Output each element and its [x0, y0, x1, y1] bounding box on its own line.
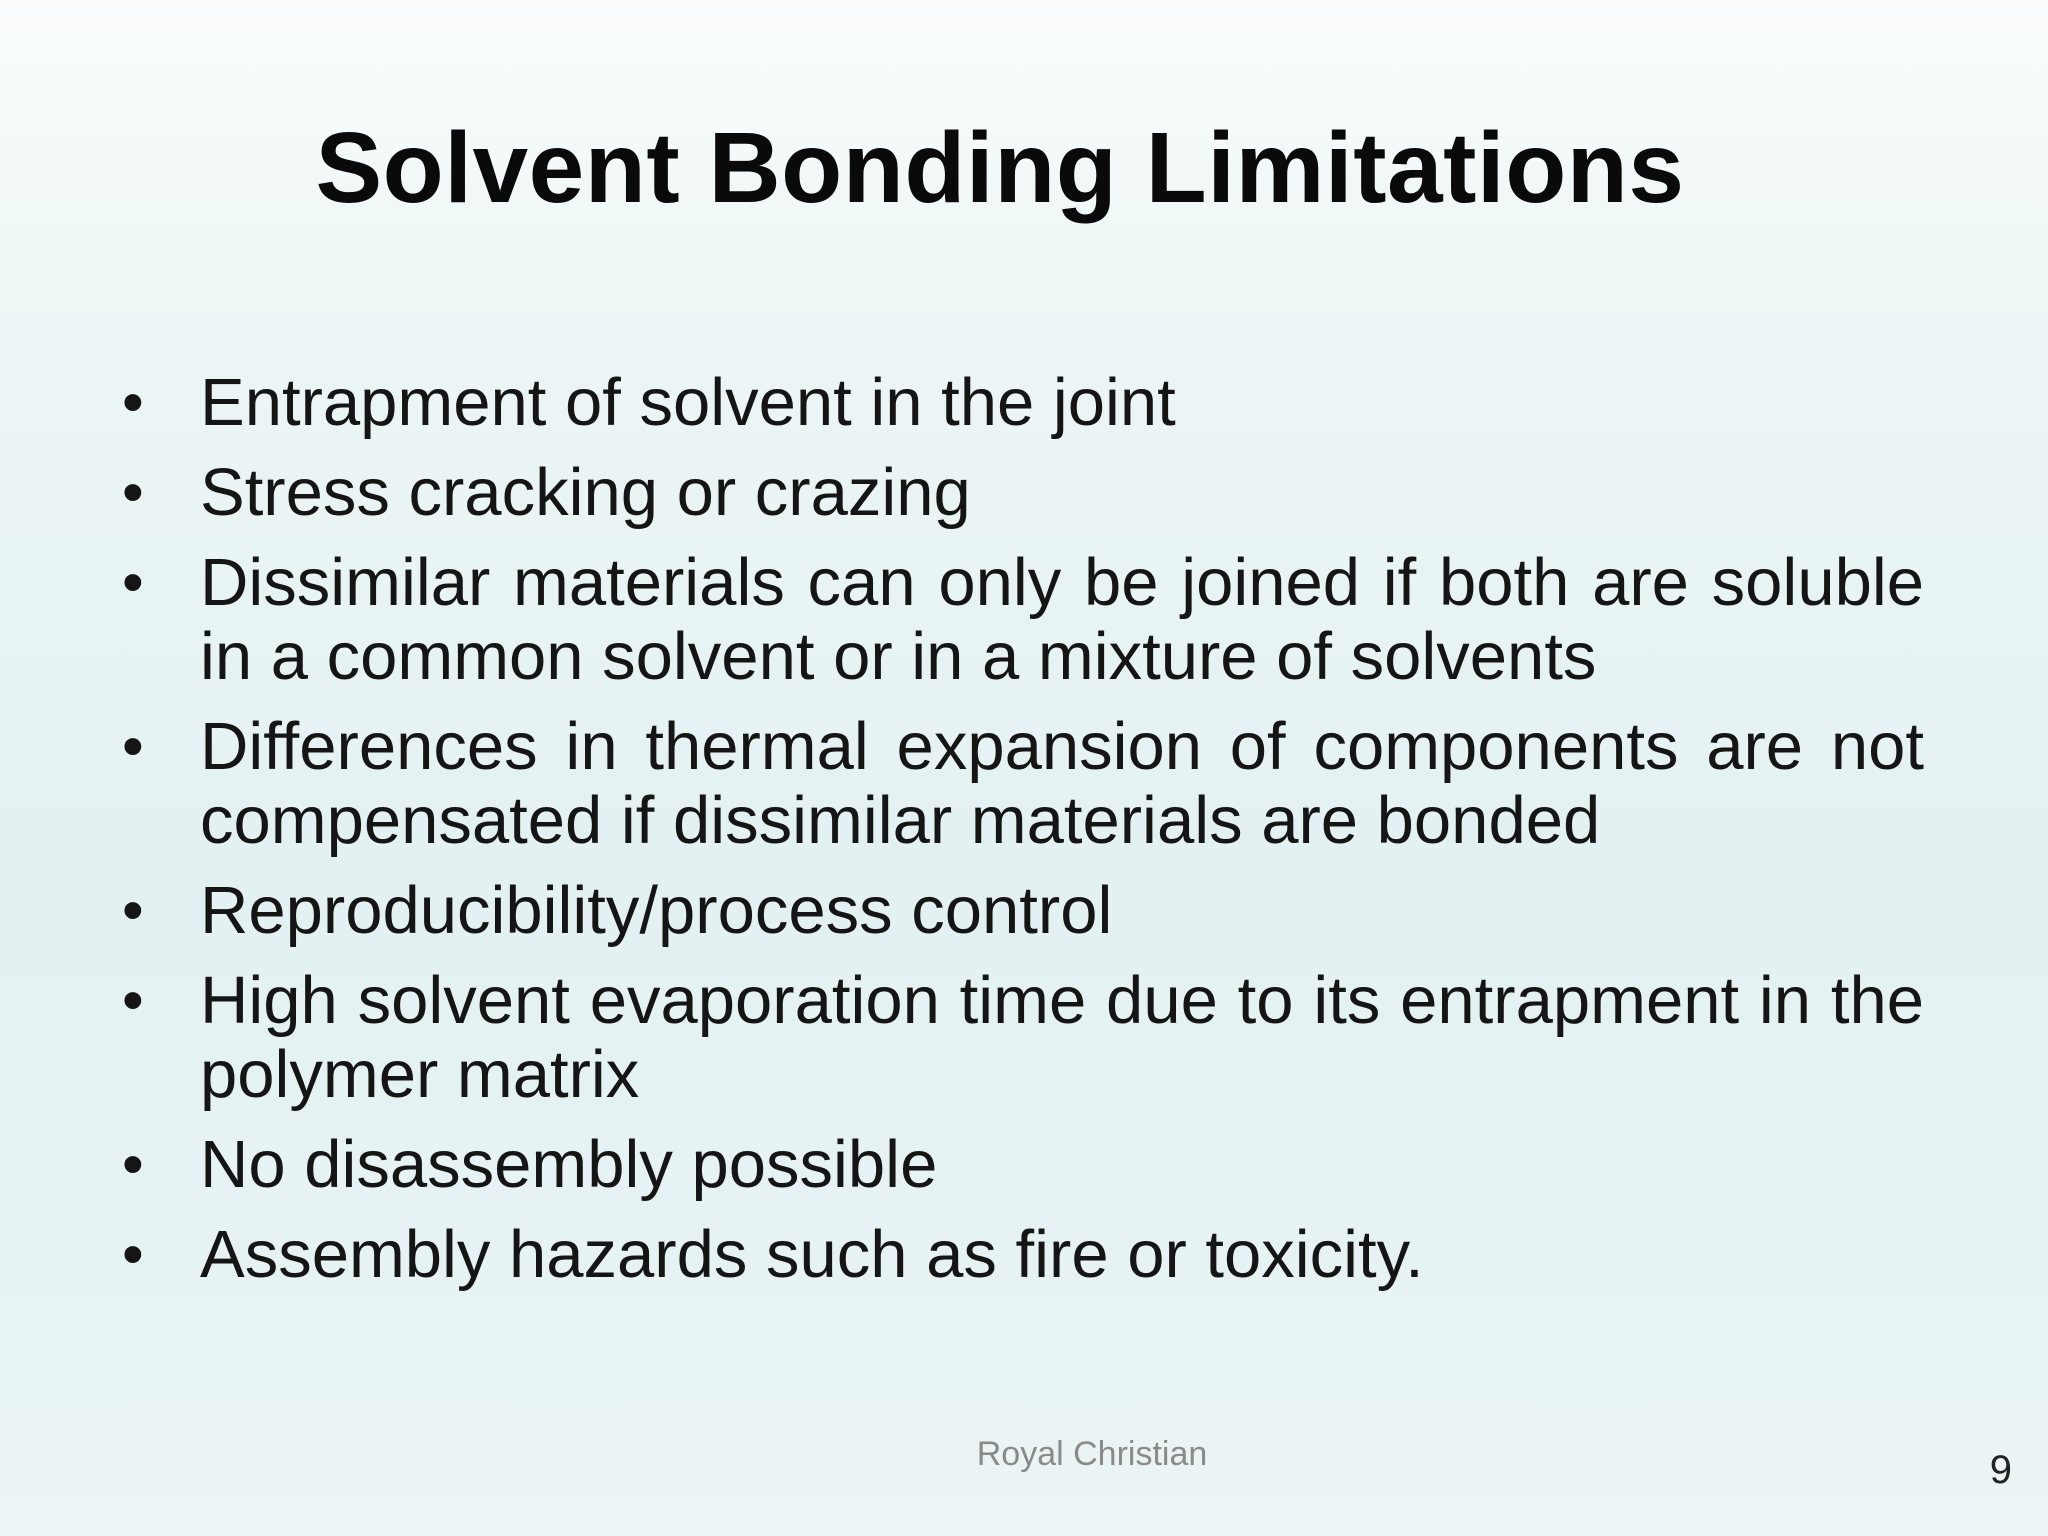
- bullet-marker: •: [122, 368, 144, 437]
- bullet-list: [118, 366, 1924, 1308]
- bullet-item: [118, 456, 1924, 530]
- bullet-item: [118, 366, 1924, 440]
- bullet-text: Entrapment of solvent in the joint: [200, 365, 1176, 440]
- page-number: 9: [1989, 1448, 2012, 1492]
- bullet-marker: •: [122, 876, 144, 945]
- bullet-text: Reproducibility/process control: [200, 873, 1113, 948]
- footer-author: Royal Christian: [976, 1435, 1208, 1473]
- bullet-item: [118, 1218, 1924, 1292]
- bullet-item: [118, 874, 1924, 948]
- bullet-text: High solvent evaporation time due to its entrapment in the polymer matrix: [200, 963, 1924, 1112]
- bullet-marker: •: [122, 712, 144, 781]
- bullet-marker: •: [122, 1220, 144, 1289]
- slide-title: Solvent Bonding Limitations: [315, 112, 1685, 224]
- bullet-item: [118, 964, 1924, 1112]
- bullet-text: Dissimilar materials can only be joined if both are soluble in a common solvent or in a mixture of solvents: [200, 545, 1924, 694]
- bullet-text: Differences in thermal expansion of components are not compensated if dissimilar materials are bonded: [200, 709, 1924, 858]
- bullet-marker: •: [122, 548, 144, 617]
- bullet-marker: •: [122, 458, 144, 527]
- bullet-text: Assembly hazards such as fire or toxicity.: [200, 1217, 1424, 1292]
- bullet-item: [118, 1128, 1924, 1202]
- bullet-marker: •: [122, 966, 144, 1035]
- bullet-item: [118, 710, 1924, 858]
- bullet-item: [118, 546, 1924, 694]
- bullet-text: No disassembly possible: [200, 1127, 938, 1202]
- bullet-marker: •: [122, 1130, 144, 1199]
- bullet-text: Stress cracking or crazing: [200, 455, 971, 530]
